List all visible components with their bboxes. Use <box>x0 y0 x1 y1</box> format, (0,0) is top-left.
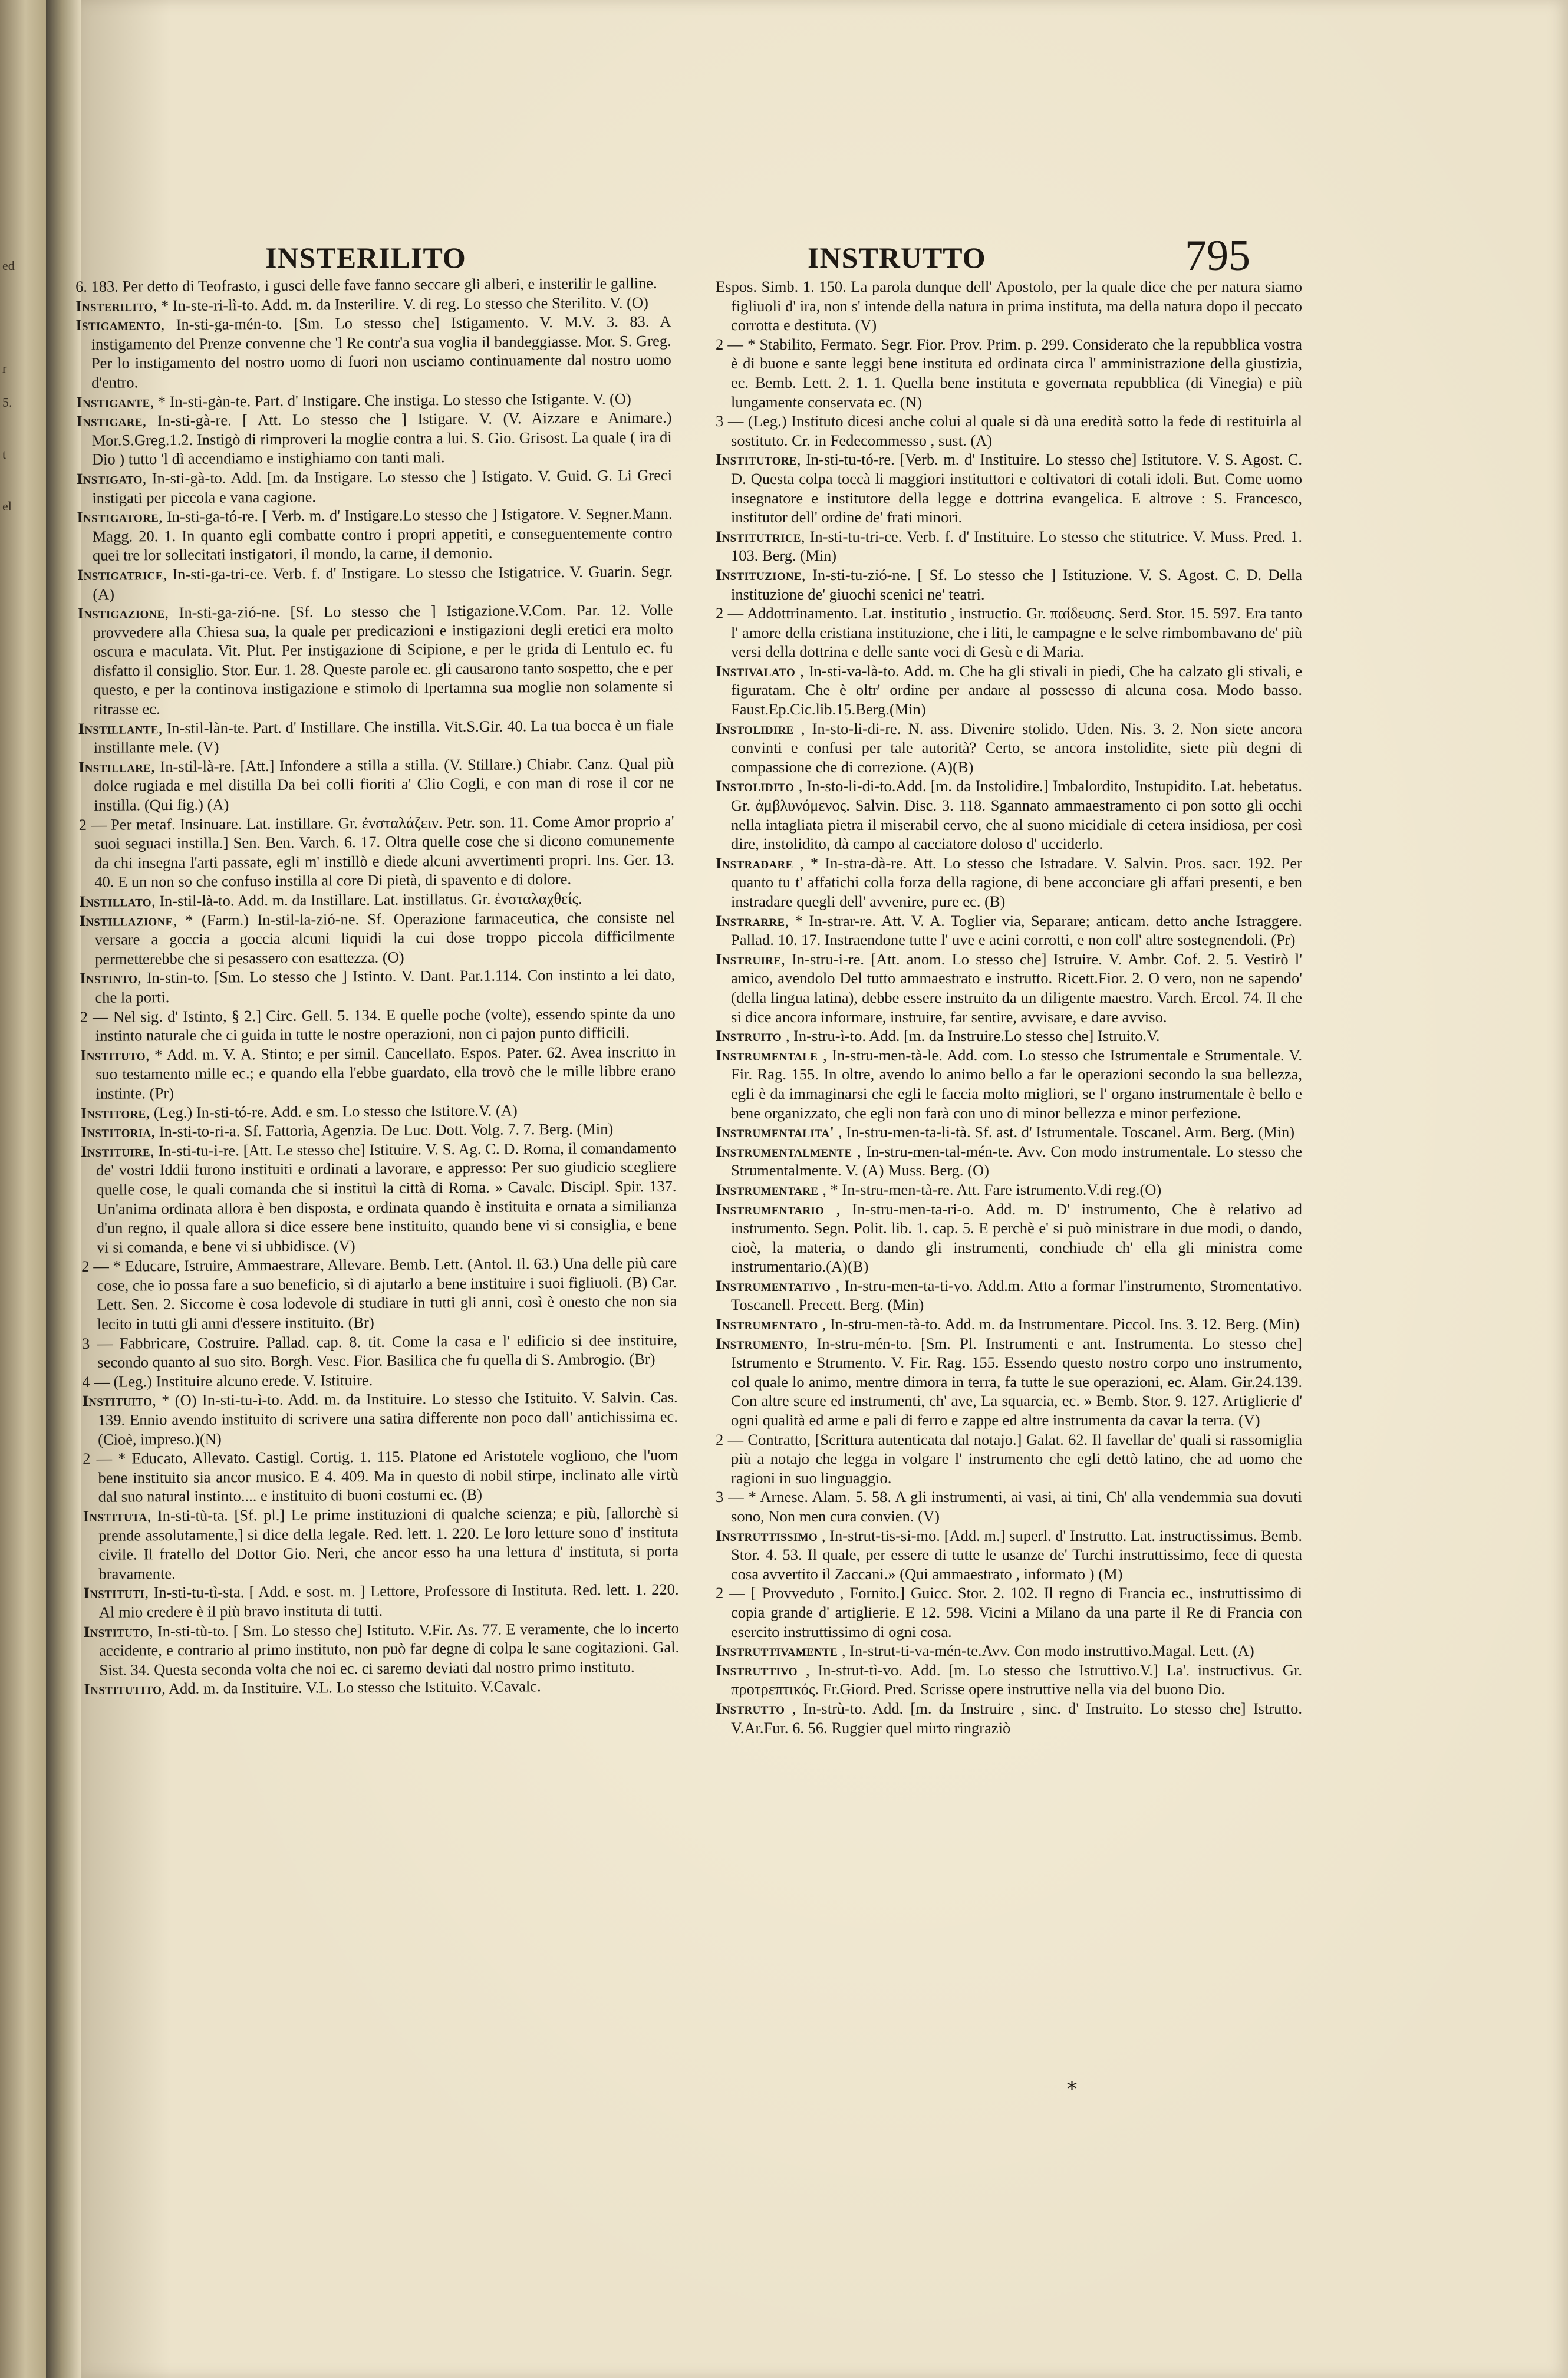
entry: Instrumentalita' , In-stru-men-ta-li-tà. Sf. ast. d' Istrumentale. Toscanel. Arm. Berg. (Min) <box>716 1123 1295 1141</box>
entry: 2 — * Educato, Allevato. Castigl. Cortig. 1. 115. Platone ed Aristotele vogliono, che l'uom bene instituito sia ancor musico. E 4. 409. Ma in questo di nobil stirpe, inclinato alle virtù dal suo natural instinto.... e instituito di buoni costumi ec. (B) <box>83 1446 678 1506</box>
headword: Instigatore <box>77 508 159 526</box>
entry: Institoria, In-sti-to-ri-a. Sf. Fattorìa, Agenzia. De Luc. Dott. Volg. 7. 7. Berg. (Min) <box>80 1119 614 1141</box>
entry: Instigatrice, In-sti-ga-tri-ce. Verb. f. d' Instigare. Lo stesso che Istigatrice. V. Guarin. Segr. (A) <box>77 562 673 603</box>
entry: Instrumentario , In-stru-men-ta-ri-o. Add. m. D' instrumento, Che è relativo ad instrumento. Segn. Polit. lib. 1. cap. 5. E perchè e' si può ministrare in due modi, o dando, cioè, la materia, o dando gli instrumenti, conchiude ch' ella gli ministra come instrumentario.(A)(B) <box>716 1200 1302 1276</box>
entry: Instigatore, In-sti-ga-tó-re. [ Verb. m. d' Instigare.Lo stesso che ] Istigatore. V. Segner.Mann. Magg. 20. 1. In quanto egli combatte contro i propri appetiti, e conseguentemente contro quei tre lor sollecitati instigatori, il mondo, la carne, il demonio. <box>77 504 673 565</box>
headword: Instituire <box>80 1141 151 1160</box>
running-header <box>81 223 1568 282</box>
headword: Institore <box>80 1103 146 1122</box>
headword: Instituti <box>83 1583 145 1602</box>
entry: Instigante, * In-sti-gàn-te. Part. d' Instigare. Che instiga. Lo stesso che Istigante. V. (O) <box>76 389 631 411</box>
headword: Instillante <box>78 719 159 737</box>
entry: Instradare , * In-stra-dà-re. Att. Lo stesso che Istradare. V. Salvin. Pros. sacr. 192. Per quanto tu t' affatichi colla forza della ragione, di bene acconciare gli affari presenti, e ben instradare quegli dell' avvenire, pure ec. (B) <box>716 854 1302 910</box>
headword: Instigante <box>76 392 150 411</box>
headword: Instrarre <box>716 911 785 930</box>
entry: Instigato, In-sti-gà-to. Add. [m. da Instigare. Lo stesso che ] Istigato. V. Guid. G. Li Greci instigati per piccola e vana cagione. <box>76 466 673 507</box>
headword: Instrumentativo <box>716 1276 836 1295</box>
entry: Instituta, In-sti-tù-ta. [Sf. pl.] Le prime instituzioni di qualche scienza; e più, [allorchè si prende assolutamente,] si dice della legale. Red. lett. 1. 220. Le loro letture sono d' instituta civile. Il fratello del Dottor Gio. Neri, che ancor esso ha una lettura d' instituta, si porta bravamente. <box>83 1503 679 1583</box>
headword: Instituzione <box>716 565 802 584</box>
headword: Instruttissimo <box>716 1526 822 1544</box>
entry: Instrumentare , * In-stru-men-tà-re. Att. Fare istrumento.V.di reg.(O) <box>716 1180 1162 1198</box>
entry: 4 — (Leg.) Instituire alcuno erede. V. Istituire. <box>82 1371 373 1391</box>
entry: Instrumento, In-stru-mén-to. [Sm. Pl. Instrumenti e ant. Instrumenta. Lo stesso che] Istrumento e Strumento. V. Fir. Rag. 155. Essendo questo nostro corpo uno instrumento, col quale lo animo, mentre dimora in terra, fa tutte le sue operazioni, ec. Alam. Gir.24.139. Con altre scure ed instrumenti, ch' ave, La squarcia, ec. » Bemb. Stor. 9. 127. Artiglierie d' ogni qualità ed arme e pali di ferro e zappe ed altre instrumenta da cavar la terra. (V) <box>716 1334 1302 1430</box>
headword: Instituto <box>80 1046 146 1064</box>
headword: Instinto <box>80 969 138 987</box>
entry: 3 — (Leg.) Instituto dicesi anche colui al quale si dà una eredità sotto la fede di restituirla al sostituto. Cr. in Fedecommesso , sust. (A) <box>716 412 1302 449</box>
entry: Instrutto , In-strù-to. Add. [m. da Instruire , sinc. d' Instruito. Lo stesso che] Istrutto. V.Ar.Fur. 6. 56. Ruggier quel mirto ringraziò <box>716 1699 1302 1737</box>
headword: Institutore <box>716 450 797 469</box>
entry: 6. 183. Per detto di Teofrasto, i gusci delle fave fanno seccare gli alberi, e insterilir le galline. <box>75 274 657 295</box>
headword: Institutito <box>84 1679 162 1698</box>
entry: Institutore, In-sti-tu-tó-re. [Verb. m. d' Instituire. Lo stesso che] Istitutore. V. S. Agost. C. D. Questa colpa toccà li maggiori instituttori e coltivatori di cotali idoli. But. Come uomo insegnatore e institutore della legge e dottrina evangelica. E altrove : S. Francesco, institutor dell' ordine de' frati minori. <box>716 450 1302 526</box>
headword: Instolidire <box>716 719 801 737</box>
headword: Instigare <box>76 411 143 430</box>
entry: Instillazione, * (Farm.) In-stil-la-zió-ne. Sf. Operazione farmaceutica, che consiste nel versare a goccia a goccia alcuni liquidi la cui dose troppo piccola difficilmente permetterebbe che si pesassero con esattezza. (O) <box>79 908 675 968</box>
entry: Instolidito , In-sto-li-di-to.Add. [m. da Instolidire.] Imbalordito, Instupidito. Lat. hebetatus. Gr. ἀμβλυνόμενος. Salvin. Disc. 3. 118. Sgannato ammaestramento ci pon sotto gli occhi nella intagliata pietra il miserabil cervo, che al suono micidiale di cetera insidiosa, per così dire, instolidito, dà campo al cacciatore doloso d' ucciderlo. <box>716 777 1302 853</box>
headword: Instivalato <box>716 661 801 680</box>
entry: Instigare, In-sti-gà-re. [ Att. Lo stesso che ] Istigare. V. (V. Aizzare e Animare.) Mor.S.Greg.1.2. Instigò di rimproveri la moglie contra a lui. S. Gio. Grisost. La quale ( ira di Dio ) tutto 'l dì accendiamo e instighiamo con tanti mali. <box>76 408 672 469</box>
facing-page-fragment: el <box>2 499 12 513</box>
entry: Instituito, * (O) In-sti-tu-ì-to. Add. m. da Instituire. Lo stesso che Istituito. V. Salvin. Cas. 139. Ennio avendo instituito di scrivere una satira differente non poco dall' antichissima ec.(Cioè, impreso.)(N) <box>82 1388 678 1448</box>
headword: Instigazione <box>77 604 165 623</box>
entry: Insterilito, * In-ste-ri-lì-to. Add. m. da Insterilire. V. di reg. Lo stesso che Sterilito. V. (O) <box>75 293 648 315</box>
right-column <box>716 277 1302 2057</box>
entry: Instillante, In-stil-làn-te. Part. d' Instillare. Che instilla. Vit.S.Gir. 40. La tua bocca è un fiale instillante mele. (V) <box>78 716 674 757</box>
entry: Instillato, In-stil-là-to. Add. m. da Instillare. Lat. instillatus. Gr. ἐνσταλαχθείς. <box>79 889 582 910</box>
entry: Instruire, In-stru-i-re. [Att. anom. Lo stesso che] Istruire. V. Ambr. Cof. 2. 5. Vestirò l' amico, avendolo Del tutto ammaestrato e instrutto. Ricett.Fior. 2. O vero, non ne sapendo' (della lingua latina), debbe essere instruito da un diligente maestro. Varch. Ercol. 74. Il che si dice ancora informare, instruire, far sentire, avvisare, e dare avviso. <box>716 950 1302 1026</box>
entry: Instituire, In-sti-tu-i-re. [Att. Le stesso che] Istituire. V. S. Ag. C. D. Roma, il comandamento de' vostri Iddii furono instituiti e ordinati a lavorare, e appresso: Per suo giudicio scegliere quelle cose, le quali comanda che si instituì la città di Roma. » Cavalc. Discipl. Spir. 137. Un'anima ordinata allora è ben disposta, e ordinata quando è instituita e ornata a similianza d'un regno, il quale allora si dice essere bene instituito, quando bene vi si consiglia, e bene vi si comanda, e bene vi si ubbidisce. (V) <box>80 1138 677 1256</box>
entry: 2 — * Stabilito, Fermato. Segr. Fior. Prov. Prim. p. 299. Considerato che la repubblica vostra è di buone e sante leggi bene instituta ed ordinata circa l' amministrazione della giustizia, ec. Bemb. Lett. 2. 1. 1. Quella bene instituta e governata repubblica (di Vinegia) e più lungamente conservata ec. (N) <box>716 335 1302 411</box>
headword: Instrumentato <box>716 1315 822 1333</box>
entry: Instituzione, In-sti-tu-zió-ne. [ Sf. Lo stesso che ] Istituzione. V. S. Agost. C. D. Della instituzione de' giuochi scenici ne' teatri. <box>716 565 1302 603</box>
entry: Instrarre, * In-strar-re. Att. V. A. Toglier via, Separare; anticam. detto anche Istraggere. Pallad. 10. 17. Instraendone tutte l' uve e acini corrotti, e non coll' altre sostegnendoli. (Pr) <box>716 911 1302 949</box>
entry: Instruito , In-stru-ì-to. Add. [m. da Instruire.Lo stesso che] Istruito.V. <box>716 1027 1160 1045</box>
headword: Instrumentale <box>716 1046 823 1064</box>
entry: Institutito, Add. m. da Instituire. V.L. Lo stesso che Istituito. V.Cavalc. <box>84 1677 541 1698</box>
headword: Institoria <box>80 1122 151 1141</box>
entry: Instivalato , In-sti-va-là-to. Add. m. Che ha gli stivali in piedi, Che ha calzato gli stivali, e figuratam. Che è oltr' ordine per andare al possesso di alcuna cosa. Modo basso. Faust.Ep.Cic.lib.15.Berg.(Min) <box>716 661 1302 719</box>
entry: Instrumentale , In-stru-men-tà-le. Add. com. Lo stesso che Istrumentale e Strumentale. V. Fir. Rag. 155. In oltre, avendo lo animo bello a far le operazioni secondo la sua bellezza, egli è da immaginarsi che egli le faccia molto migliori, se l' organo instrumentale è bello e bene organizzato, che egli non farà con uno di minor bellezza e minor perfezione. <box>716 1046 1302 1122</box>
headword: Instituto <box>83 1622 149 1641</box>
entry: 2 — [ Provveduto , Fornito.] Guicc. Stor. 2. 102. Il regno di Francia ec., instruttissimo di copia grande d' artiglierie. E 12. 598. Vicini a Milano da una parte il Re di Francia con esercito instruttissimo di ogni cosa. <box>716 1584 1302 1641</box>
right-guide-word: INSTRUTTO <box>808 241 986 274</box>
headword: Instruttivo <box>716 1661 806 1679</box>
entry: Instituto, In-sti-tù-to. [ Sm. Lo stesso che] Istituto. V.Fir. As. 77. E veramente, che lo incerto accidente, e contrario al primo instituto, non può far degne di colpa le sane cogitazioni. Gal. Sist. 34. Questa seconda volta che noi ec. ci saremo deviati dal nostro primo instituto. <box>83 1619 680 1679</box>
headword: Instrumentalita' <box>716 1123 839 1141</box>
headword: Instrumento <box>716 1334 804 1352</box>
headword: Institutrice <box>716 527 801 545</box>
entry: Instruttivo , In-strut-tì-vo. Add. [m. Lo stesso che Istruttivo.V.] La'. instructivus. Gr. προτρεπτικός. Fr.Giord. Pred. Scrisse opere instruttive nella via del buono Dio. <box>716 1661 1302 1698</box>
facing-page-fragment: 5. <box>2 395 12 410</box>
entry: Instrumentalmente , In-stru-men-tal-mén-te. Avv. Con modo instrumentale. Lo stesso che Strumentalmente. V. (A) Muss. Berg. (O) <box>716 1142 1302 1180</box>
entry: 2 — Per metaf. Insinuare. Lat. instillare. Gr. ἐνσταλάζειν. Petr. son. 11. Come Amor proprio a' suoi seguaci instilla.] Sen. Ben. Varch. 6. 17. Oltra quelle cose che si dicono comunemente da chi insegna l'arti passate, egli m' instillò e diede alcuni avvertimenti propri. Ins. Ger. 13. 40. E un non so che confuso instilla al core Di pietà, di spavento e di dolore. <box>78 812 675 891</box>
left-column <box>75 274 681 2057</box>
entry: Istigamento, In-sti-ga-mén-to. [Sm. Lo stesso che] Istigamento. V. M.V. 3. 83. A instigamento del Prenze convenne che 'l Re contr'a sua voglia il bandeggiasse. Mor. S. Greg. Per lo instigamento del nostro uomo di fuori non usciamo continuamente dal nostro uomo d'entro. <box>75 312 671 391</box>
entry: 3 — Fabbricare, Costruire. Pallad. cap. 8. tit. Come la casa e l' edificio si dee instituire, secondo quanto al suo sito. Borgh. Vesc. Fior. Basilica che fu quella di S. Ambrogio. (Br) <box>81 1330 678 1372</box>
entry: Instituti, In-sti-tu-tì-sta. [ Add. e sost. m. ] Lettore, Professore di Instituta. Red. lett. 1. 220. Al mio credere è il più bravo instituta di tutti. <box>83 1580 679 1621</box>
entry: Institutrice, In-sti-tu-tri-ce. Verb. f. d' Instituire. Lo stesso che stitutrice. V. Muss. Pred. 1. 103. Berg. (Min) <box>716 527 1302 565</box>
headword: Instruito <box>716 1027 786 1045</box>
entry: 2 — Contratto, [Scrittura autenticata dal notajo.] Galat. 62. Il favellar de' quali si rassomiglia più a notajo che legga in volgare l' instrumento che egli dettò latino, che ad uomo che ragioni in suo linguaggio. <box>716 1430 1302 1487</box>
entry: 3 — * Arnese. Alam. 5. 58. A gli instrumenti, ai vasi, ai tini, Ch' alla vendemmia sua dovuti sono, Non men cura convien. (V) <box>716 1488 1302 1525</box>
facing-page-fragment: t <box>2 447 6 462</box>
entry: Instruttivamente , In-strut-ti-va-mén-te.Avv. Con modo instruttivo.Magal. Lett. (A) <box>716 1642 1254 1660</box>
entry: Instinto, In-stin-to. [Sm. Lo stesso che ] Istinto. V. Dant. Par.1.114. Con instinto a lei dato, che la porti. <box>80 966 676 1006</box>
headword: Instruttivamente <box>716 1642 842 1660</box>
entry: Instigazione, In-sti-ga-zió-ne. [Sf. Lo stesso che ] Istigazione.V.Com. Par. 12. Volle provvedere alla Chiesa sua, la quale per predicazioni e instigazioni degli eretici era molto oscura e maculata. Vit. Plut. Per instigazione di Scipione, e per le grida di Lentulo ec. fu disfatto il consiglio. Stor. Eur. 1. 28. Queste parole ec. gli causarono tanto sospetto, che e per questo, e per la continova instigazione e stimolo di Ipertamna sua moglie non solamente si ritrasse ec. <box>77 600 674 718</box>
headword: Istigamento <box>75 315 161 334</box>
headword: Instillazione <box>79 911 173 930</box>
headword: Instigatrice <box>77 565 163 584</box>
headword: Instradare <box>716 854 801 872</box>
entry: Instituto, * Add. m. V. A. Stinto; e per simil. Cancellato. Espos. Pater. 62. Avea inscritto in suo testamento mille ec.; e quando ella l'ebbe guardato, ella trovò che le mille libbre erano instinte. (Pr) <box>80 1042 676 1102</box>
headword: Instolidito <box>716 777 799 795</box>
entry: Instrumentativo , In-stru-men-ta-ti-vo. Add.m. Atto a formar l'instrumento, Stromentativo. Toscanell. Precett. Berg. (Min) <box>716 1276 1302 1314</box>
facing-page-fragment: r <box>2 361 7 376</box>
dictionary-page <box>75 0 1568 2378</box>
entry: Institore, (Leg.) In-sti-tó-re. Add. e sm. Lo stesso che Istitore.V. (A) <box>80 1101 518 1122</box>
facing-page-fragment: ed <box>2 258 15 273</box>
entry: Instolidire , In-sto-li-di-re. N. ass. Divenire stolido. Uden. Nis. 3. 2. Non siete ancora convinti e confusi per tale autorità? Certo, se ancora instolidite, siete più degni di compassione che di correzione. (A)(B) <box>716 719 1302 776</box>
signature-mark: * <box>1067 2077 1077 2101</box>
headword: Instigato <box>76 469 143 488</box>
facing-page-edge <box>0 0 46 2378</box>
headword: Instituta <box>83 1507 147 1525</box>
entry: Espos. Simb. 1. 150. La parola dunque dell' Apostolo, per la quale dice che per natura siamo figliuoli d' ira, non s' intende della natura in prima instituta, ma della natura dopo il peccato corrotta e destituta. (V) <box>716 278 1302 334</box>
headword: Instrumentario <box>716 1200 836 1218</box>
entry: 2 — Nel sig. d' Istinto, § 2.] Circ. Gell. 5. 134. E quelle poche (volte), essendo spinte da uno instinto naturale che ci guida in tutte le nostre operazioni, non ci pajon punto difficili. <box>80 1004 676 1045</box>
headword: Instrumentalmente <box>716 1142 858 1160</box>
headword: Instillato <box>79 892 151 910</box>
headword: Insterilito <box>75 296 153 315</box>
headword: Instrumentare <box>716 1180 823 1198</box>
entry: Instruttissimo , In-strut-tis-si-mo. [Add. m.] superl. d' Instrutto. Lat. instructissimus. Bemb. Stor. 4. 53. Il quale, per essere di tutte le usanze de' Turchi instruttissimo, fece di questa cosa avvertito il Zaccani.» (Qui ammaestrato , informato ) (M) <box>716 1526 1302 1583</box>
headword: Instillare <box>78 757 151 776</box>
headword: Instruire <box>716 950 782 968</box>
page-number: 795 <box>1185 232 1250 280</box>
entry: Instillare, In-stil-là-re. [Att.] Infondere a stilla a stilla. (V. Stillare.) Chiabr. Canz. Qual più dolce rugiada e mel distilla Da bei colli fioriti a' Clio Cogli, e con man di rose il cor ne instilla. (Qui fig.) (A) <box>78 754 674 814</box>
entry: Instrumentato , In-stru-men-tà-to. Add. m. da Instrumentare. Piccol. Ins. 3. 12. Berg. (Min) <box>716 1315 1300 1333</box>
entry: 2 — * Educare, Istruire, Ammaestrare, Allevare. Bemb. Lett. (Antol. Il. 63.) Una delle più care cose, che io possa fare a suo beneficio, sì di ajutarlo a bene instituire i suoi figliuoli. (B) Car. Lett. Sen. 2. Siccome è cosa lodevole di studiare in tutti gli anni, così è onesto che non sia lecito in tutti gli anni d'essere instituito. (Br) <box>81 1254 677 1333</box>
entry: 2 — Addottrinamento. Lat. institutio , instructio. Gr. παίδευσις. Serd. Stor. 15. 597. Era tanto l' amore della cristiana instituzione, che i liti, le campagne e le selve rimbombavano de' più versi della dottrina e delle sante voci di Gesù e di Maria. <box>716 604 1302 661</box>
headword: Instituito <box>82 1391 153 1410</box>
left-guide-word: INSTERILITO <box>265 241 466 274</box>
headword: Instrutto <box>716 1699 792 1717</box>
